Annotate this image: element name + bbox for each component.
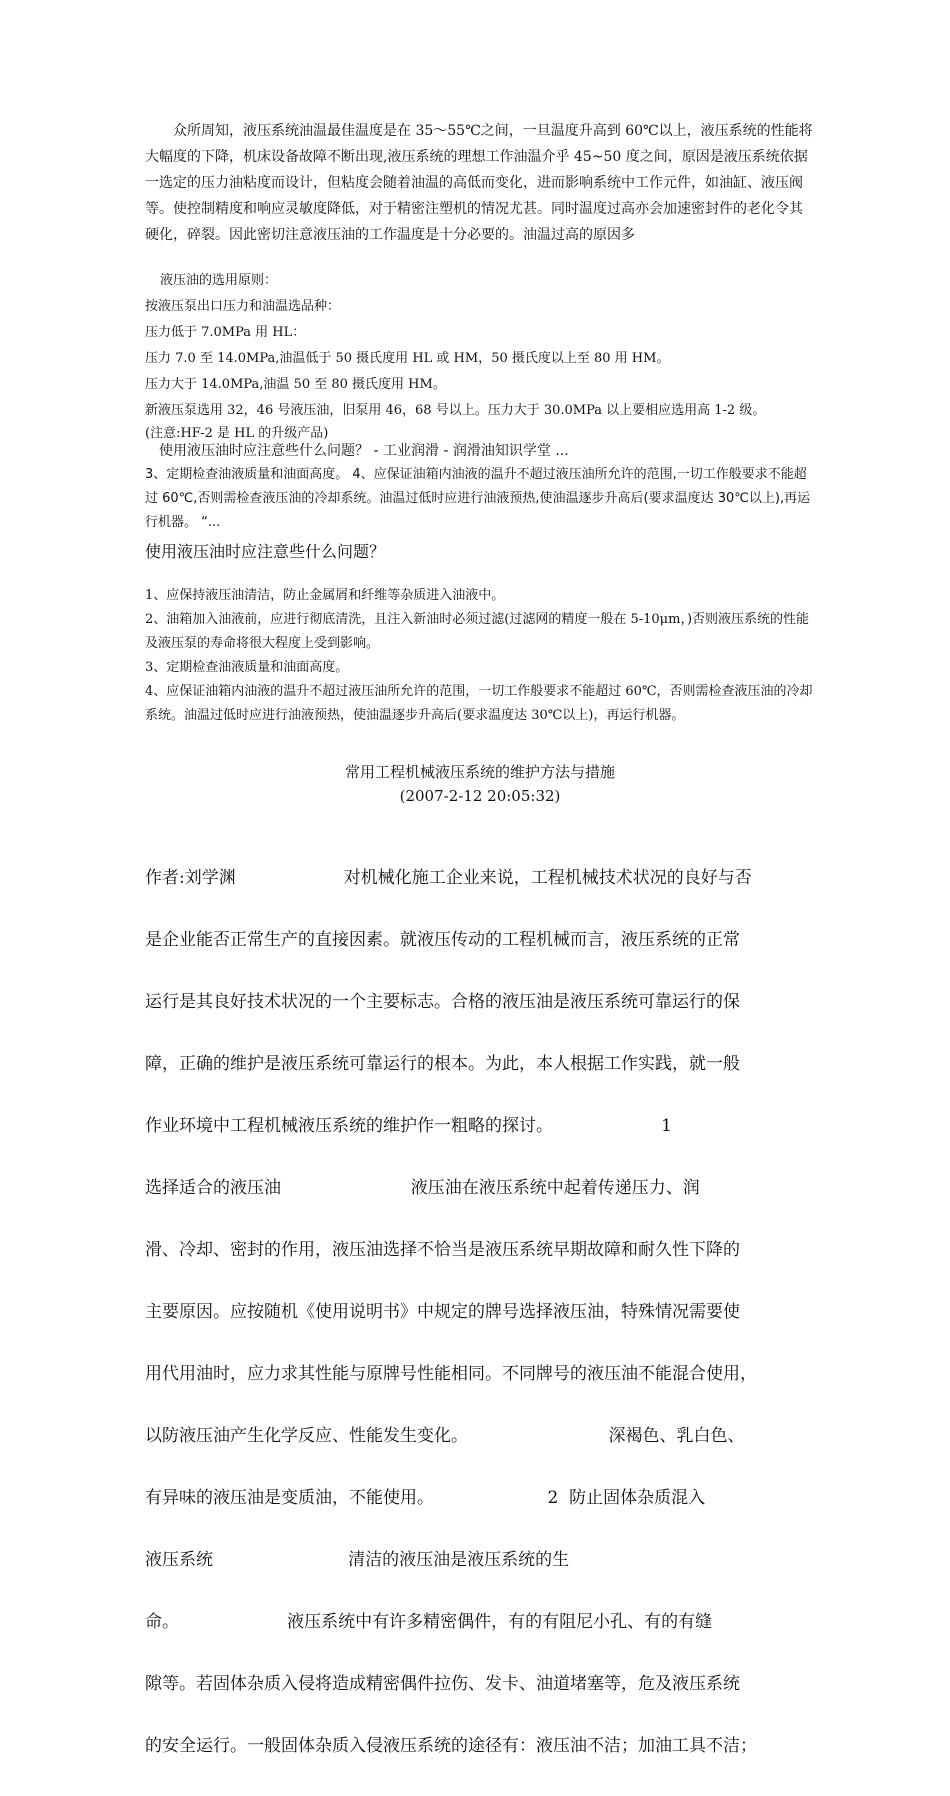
article-line: 命。 液压系统中有许多精密偶件，有的有阻尼小孔、有的有缝 <box>145 1612 713 1632</box>
article-body <box>145 828 815 1796</box>
search-snippet <box>145 439 815 535</box>
article-title: 常用工程机械液压系统的维护方法与措施 <box>344 763 615 781</box>
article-line: 作业环境中工程机械液压系统的维护作一粗略的探讨。 1 <box>145 1116 672 1136</box>
faq-item: 1、应保持液压油清洁，防止金属屑和纤维等杂质进入油液中。 <box>145 588 505 603</box>
selection-line: 新液压泵选用 32，46 号液压油，旧泵用 46，68 号以上。压力大于 30.0MPa 以上要相应选用高 1-2 级。 <box>145 403 766 418</box>
article-line: 主要原因。应按随机《使用说明书》中规定的牌号选择液压油，特殊情况需要使 <box>145 1302 740 1322</box>
intro-paragraph: 众所周知，液压系统油温最佳温度是在 35～55℃之间，一旦温度升高到 60℃以上，液压系统的性能将大幅度的下降，机床设备故障不断出现,液压系统的理想工作油温介乎 45~50 度之间，原因是液压系统依据一选定的压力油粘度而设计，但粘度会随着油温的高低而变化，进而影响系统中工作元件，如油缸、液压阀等。使控制精度和响应灵敏度降低，对于精密注塑机的情况尤甚。同时温度过高亦会加速密封件的老化令其硬化，碎裂。因此密切注意液压油的工作温度是十分必要的。油温过高的原因多 <box>145 123 813 243</box>
article-header <box>145 760 815 808</box>
selection-note: (注意:HF-2 是 HL 的升级产品) <box>145 426 329 441</box>
selection-line: 压力大于 14.0MPa,油温 50 至 80 摄氏度用 HM。 <box>145 377 446 392</box>
article-line: 障，正确的维护是液压系统可靠运行的根本。为此，本人根据工作实践，就一般 <box>145 1054 740 1074</box>
faq-item: 4、应保证油箱内油液的温升不超过液压油所允许的范围，一切工作般要求不能超过 60℃，否则需检查液压油的冷却系统。油温过低时应进行油液预热，使油温逐步升高后(要求温度达 30℃以上)，再运行机器。 <box>145 684 813 723</box>
faq-item: 3、定期检查油液质量和油面高度。 <box>145 660 349 675</box>
article-line: 作者:刘学渊 对机械化施工企业来说，工程机械技术状况的良好与否 <box>145 868 752 888</box>
article-line: 隙等。若固体杂质入侵将造成精密偶件拉伤、发卡、油道堵塞等，危及液压系统 <box>145 1674 740 1694</box>
faq-section <box>145 540 815 728</box>
article-line: 是企业能否正常生产的直接因素。就液压传动的工程机械而言，液压系统的正常 <box>145 930 740 950</box>
article-line: 以防液压油产生化学反应、性能发生变化。 深褐色、乳白色、 <box>145 1426 745 1446</box>
article-line: 液压系统 清洁的液压油是液压系统的生 <box>145 1550 570 1570</box>
article-line: 运行是其良好技术状况的一个主要标志。合格的液压油是液压系统可靠运行的保 <box>145 992 740 1012</box>
selection-line: 压力 7.0 至 14.0MPa,油温低于 50 摄氏度用 HL 或 HM，50 摄氏度以上至 80 用 HM。 <box>145 351 670 366</box>
faq-item: 2、油箱加入油液前，应进行彻底清洗，且注入新油时必须过滤(过滤网的精度一般在 5-10μm，)否则液压系统的性能及液压泵的寿命将很大程度上受到影响。 <box>145 612 810 651</box>
article-date: (2007-2-12 20:05:32) <box>399 787 561 805</box>
article-line: 选择适合的液压油 液压油在液压系统中起着传递压力、润 <box>145 1178 700 1198</box>
snippet-body: 3、定期检查油液质量和油面高度。 4、应保证油箱内油液的温升不超过液压油所允许的范围,一切工作般要求不能超过 60℃,否则需检查液压油的冷却系统。油温过低时应进行油液预热,使油温逐步升高后(要求温度达 30℃以上),再运行机器。 “... <box>145 467 811 530</box>
article-line: 滑、冷却、密封的作用，液压油选择不恰当是液压系统早期故障和耐久性下降的 <box>145 1240 740 1260</box>
selection-line: 压力低于 7.0MPa 用 HL： <box>145 325 306 340</box>
selection-title: 液压油的选用原则： <box>160 273 278 288</box>
article-line: 用代用油时，应力求其性能与原牌号性能相同。不同牌号的液压油不能混合使用， <box>145 1364 757 1384</box>
article-line: 有异味的液压油是变质油，不能使用。 2 防止固体杂质混入 <box>145 1488 706 1508</box>
selection-section <box>145 268 815 444</box>
faq-title: 使用液压油时应注意些什么问题？ <box>145 542 386 561</box>
snippet-title: 使用液压油时应注意些什么问题？ - 工业润滑 - 润滑油知识学堂 ... <box>159 443 569 459</box>
article-line: 的安全运行。一般固体杂质入侵液压系统的途径有：液压油不洁；加油工具不洁； <box>145 1736 757 1756</box>
selection-line: 按液压泵出口压力和油温选品种： <box>145 299 341 314</box>
